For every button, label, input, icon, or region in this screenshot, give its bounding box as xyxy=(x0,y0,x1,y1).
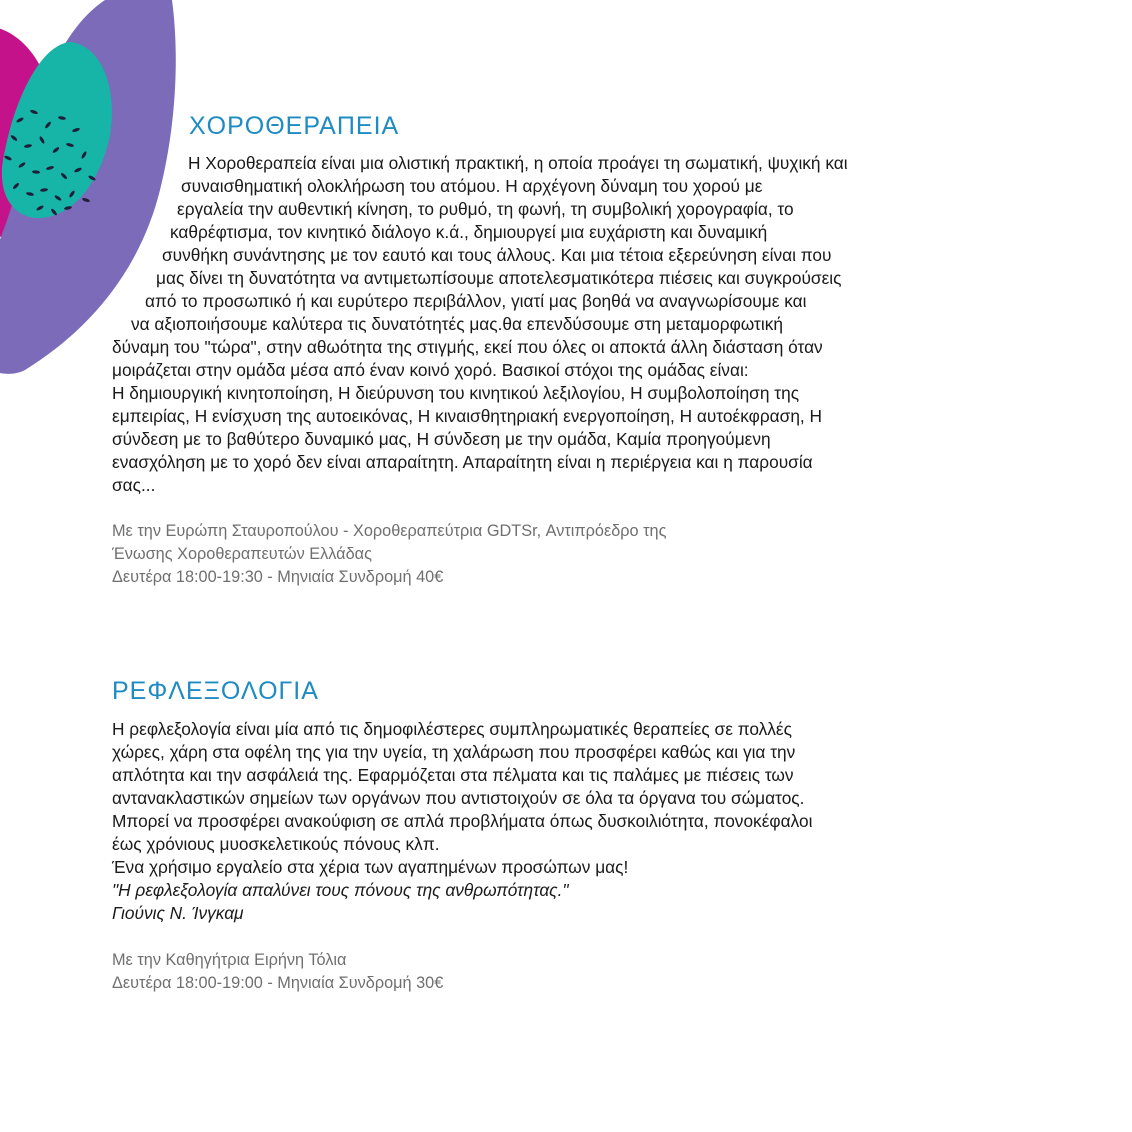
body-line: χώρες, χάρη στα οφέλη της για την υγεία, τη χαλάρωση που προσφέρει καθώς και για την xyxy=(112,742,796,762)
body-line: Η Χοροθεραπεία είναι μια ολιστική πρακτική, η οποία προάγει τη σωματική, ψυχική και xyxy=(188,153,848,173)
instructor-line: Ένωσης Χοροθεραπευτών Ελλάδας xyxy=(112,545,372,563)
body-line: να αξιοποιήσουμε καλύτερα τις δυνατότητές μας.θα επενδύσουμε στη μεταμορφωτική xyxy=(131,314,783,334)
body-line: σας... xyxy=(112,475,156,495)
body-line: ενασχόληση με το χορό δεν είναι απαραίτητη. Απαραίτητη είναι η περιέργεια και η παρουσία xyxy=(112,452,813,472)
schedule-line: Δευτέρα 18:00-19:00 - Μηνιαία Συνδρομή 30€ xyxy=(112,974,444,992)
instructor-line: Με την Καθηγήτρια Ειρήνη Τόλια xyxy=(112,951,347,969)
body-line: Ένα χρήσιμο εργαλείο στα χέρια των αγαπημένων προσώπων μας! xyxy=(112,857,629,877)
body-line: μας δίνει τη δυνατότητα να αντιμετωπίσουμε αποτελεσματικότερα πιέσεις και συγκρούσεις xyxy=(156,268,842,288)
body-line: καθρέφτισμα, τον κινητικό διάλογο κ.ά., δημιουργεί μια ευχάριστη και δυναμική xyxy=(170,222,768,242)
section-title-dance-therapy: ΧΟΡΟΘΕΡΑΠΕΙΑ xyxy=(189,112,400,140)
body-line: αντανακλαστικών σημείων των οργάνων που αντιστοιχούν σε όλα τα όργανα του σώματος. xyxy=(112,788,805,808)
body-line: δύναμη του "τώρα", στην αθωότητα της στιγμής, εκεί που όλες οι αποκτά άλλη διάσταση όταν xyxy=(112,337,823,357)
body-line: συναισθηματική ολοκλήρωση του ατόμου. Η αρχέγονη δύναμη του χορού με xyxy=(181,176,763,196)
body-line: Η δημιουργική κινητοποίηση, Η διεύρυνση του κινητικού λεξιλογίου, Η συμβολοποίηση της xyxy=(112,383,800,403)
body-line: εργαλεία την αυθεντική κίνηση, το ρυθμό, τη φωνή, τη συμβολική χορογραφία, το xyxy=(177,199,794,219)
body-line: εμπειρίας, Η ενίσχυση της αυτοεικόνας, Η κιναισθητηριακή ενεργοποίηση, Η αυτοέκφραση, Η xyxy=(112,406,823,426)
body-line: συνθήκη συνάντησης με τον εαυτό και τους άλλους. Και μια τέτοια εξερεύνηση είναι που xyxy=(162,245,832,265)
body-line: Η ρεφλεξολογία είναι μία από τις δημοφιλέστερες συμπληρωματικές θεραπείες σε πολλές xyxy=(112,719,792,739)
body-line: Μπορεί να προσφέρει ανακούφιση σε απλά προβλήματα όπως δυσκοιλιότητα, πονοκέφαλοι xyxy=(112,811,813,831)
body-line: έως χρόνιους μυοσκελετικούς πόνους κλπ. xyxy=(112,834,440,854)
quote-line: "Η ρεφλεξολογία απαλύνει τους πόνους της ανθρωπότητας." xyxy=(112,880,569,900)
quote-author: Γιούνις Ν. Ίνγκαμ xyxy=(112,903,244,923)
body-line: από το προσωπικό ή και ευρύτερο περιβάλλον, γιατί μας βοηθά να αναγνωρίσουμε και xyxy=(145,291,807,311)
body-line: σύνδεση με το βαθύτερο δυναμικό μας, Η σύνδεση με την ομάδα, Καμία προηγούμενη xyxy=(112,429,771,449)
schedule-line: Δευτέρα 18:00-19:30 - Μηνιαία Συνδρομή 40€ xyxy=(112,568,444,586)
body-line: μοιράζεται στην ομάδα μέσα από έναν κοινό χορό. Βασικοί στόχοι της ομάδας είναι: xyxy=(112,360,749,380)
body-line: απλότητα και την ασφάλειά της. Εφαρμόζεται στα πέλματα και τις παλάμες με πιέσεις των xyxy=(112,765,794,785)
section-title-reflexology: ΡΕΦΛΕΞΟΛΟΓΙΑ xyxy=(112,677,319,705)
instructor-line: Με την Ευρώπη Σταυροπούλου - Χοροθεραπεύτρια GDTSr, Αντιπρόεδρο της xyxy=(112,522,667,540)
